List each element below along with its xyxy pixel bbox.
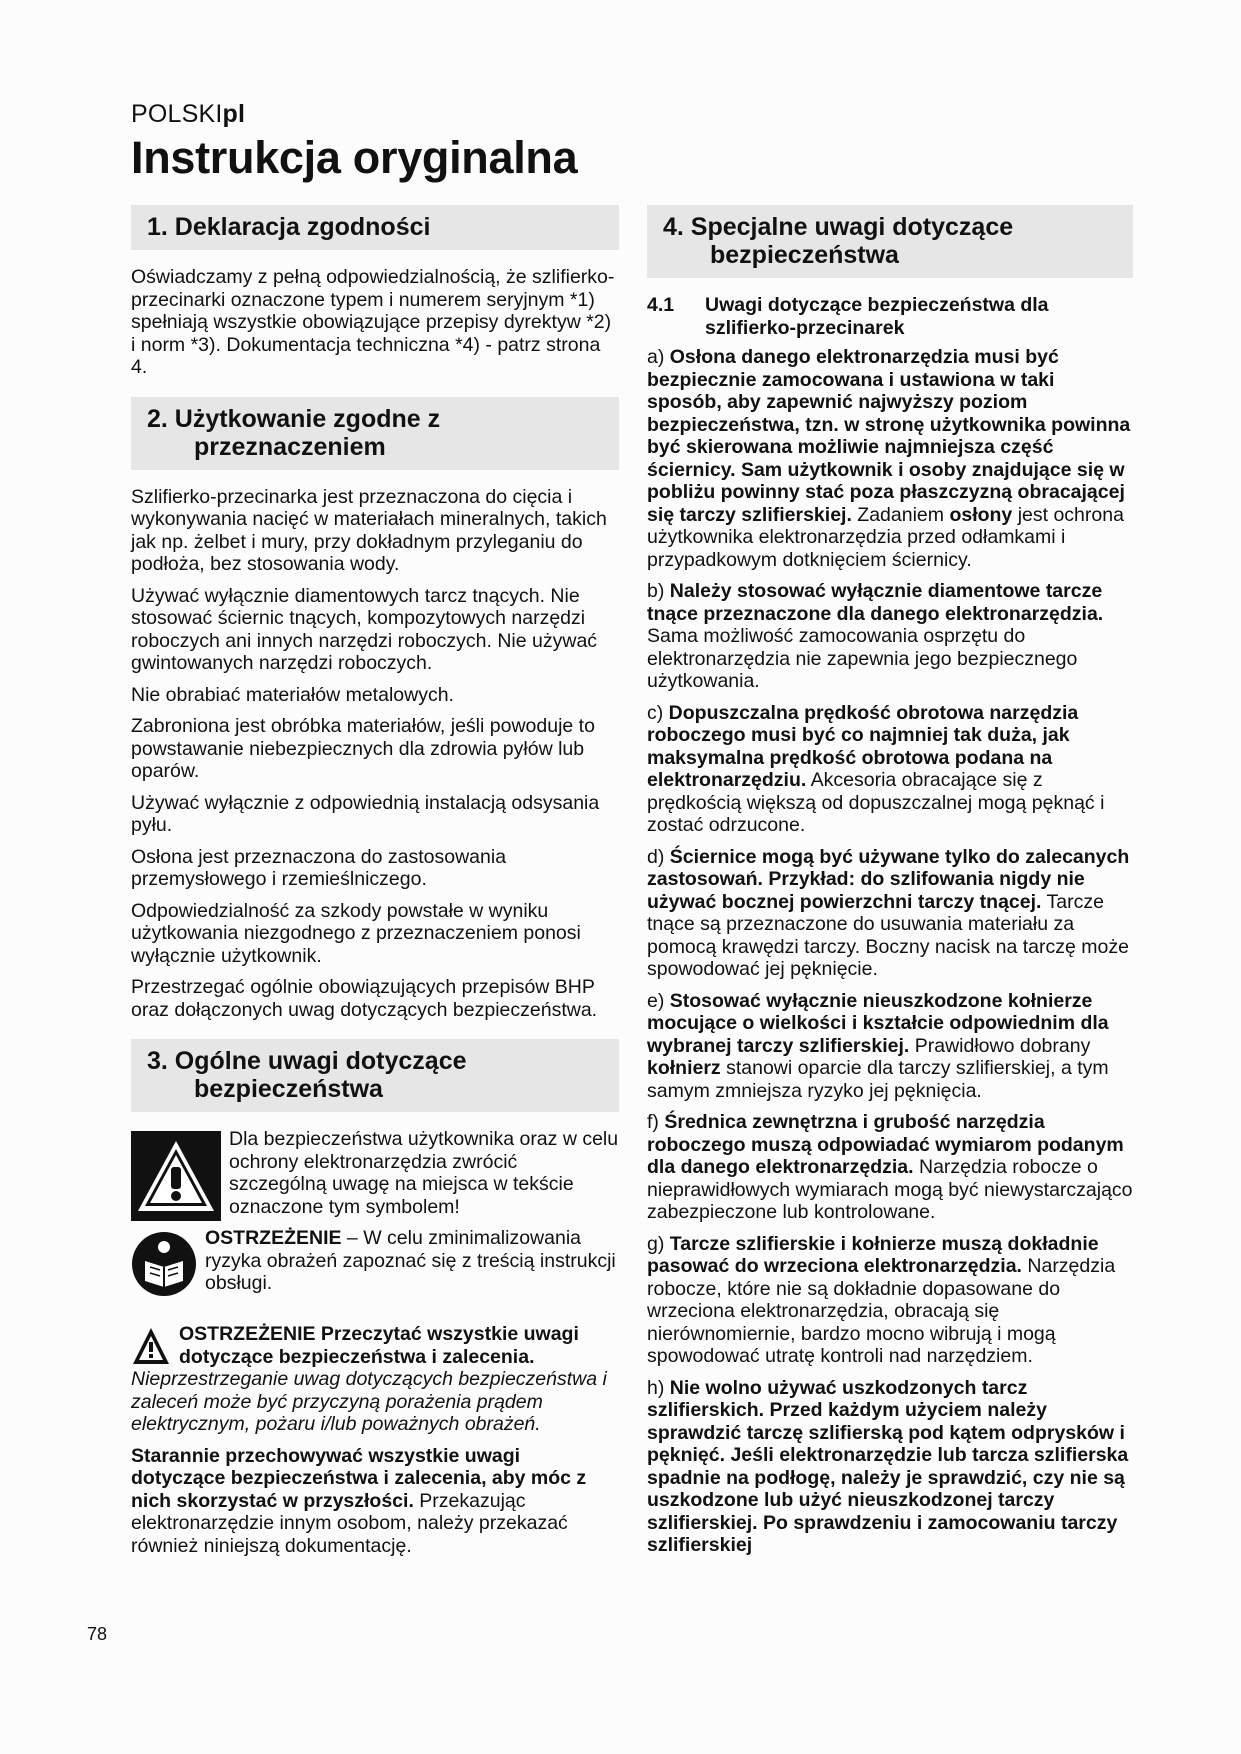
- item-bold: Należy stosować wyłącznie diamentowe tarcze tnące przeznaczone dla danego elektronarzędzia.: [647, 580, 1104, 625]
- section-2-heading-line2: przeznaczeniem: [194, 432, 386, 461]
- item-bold: Stosować wyłącznie nieuszkodzone kołnierze mocujące o wielkości i kształcie odpowiednim dla wybranej tarczy szlifierskiej.: [647, 989, 1109, 1057]
- read-manual-icon: [131, 1231, 197, 1297]
- item-text-2: stanowi oparcie dla tarczy szlifierskiej, a tym samym zmniejsza ryzyko jej pęknięcia.: [647, 1057, 1109, 1102]
- read-manual-rest: – W celu zminimalizowania ryzyka obrażeń zapoznać się z treścią instrukcji obsługi.: [205, 1227, 616, 1294]
- section-2-paragraph: Zabroniona jest obróbka materiałów, jeśli powoduje to powstawanie niebezpiecznych dla zdrowia pyłów lub oparów.: [131, 715, 595, 782]
- item-text: Zadaniem: [851, 503, 950, 526]
- subsection-number: 4.1: [647, 294, 675, 316]
- item-prefix: c): [647, 701, 669, 724]
- item-text: Sama możliwość zamocowania osprzętu do elektronarzędzia nie zapewnia jego bezpiecznego użytkowania.: [647, 625, 1078, 692]
- item-text: Narzędzia robocze o nieprawidłowych wymiarach mogą być niewystarczająco zabezpieczone lub kontrolowane.: [647, 1156, 1133, 1223]
- section-3-heading: [131, 1039, 619, 1112]
- section-2-paragraph: Używać wyłącznie diamentowych tarcz tnących. Nie stosować ściernic tnących, kompozytowych narzędzi roboczych ani innych narzędzi roboczych. Nie używać gwintowanych narzędzi roboczych.: [131, 584, 598, 674]
- general-warning: [131, 1323, 619, 1436]
- item-prefix: g): [647, 1232, 670, 1255]
- safety-item-f: [647, 1111, 1133, 1224]
- safety-item-d: [647, 846, 1133, 981]
- section-3-heading-line2: bezpieczeństwa: [194, 1075, 383, 1103]
- language-code: pl: [222, 100, 246, 128]
- safety-item-c: [647, 702, 1133, 837]
- item-text: Tarcze tnące są przeznaczone do usuwania materiału za pomocą krawędzi tarczy. Boczny nacisk na tarczę może spowodować jej pęknięcie.: [647, 890, 1129, 980]
- item-text: Narzędzia robocze, które nie są dokładnie dopasowane do wrzeciona elektronarzędzia, obracają się nierównomiernie, bardzo mocno wibrują i mogą spowodować utratę kontroli nad narzędziem.: [647, 1255, 1116, 1367]
- item-text: Prawidłowo dobrany: [909, 1034, 1091, 1057]
- section-1-heading: 1. Deklaracja zgodności: [131, 205, 619, 250]
- left-column: [131, 205, 619, 1566]
- warning-triangle-icon: [131, 1131, 221, 1221]
- page-number: 78: [87, 1624, 108, 1644]
- section-2-paragraph: Przestrzegać ogólnie obowiązujących przepisów BHP oraz dołączonych uwag dotyczących bezpieczeństwa.: [131, 976, 598, 1021]
- item-prefix: d): [647, 845, 670, 868]
- safety-item-e: [647, 990, 1133, 1103]
- item-prefix: b): [647, 580, 670, 602]
- item-prefix: f): [647, 1111, 665, 1133]
- document-title: Instrukcja oryginalna: [131, 132, 578, 183]
- safety-item-b: [647, 580, 1133, 693]
- item-prefix: h): [647, 1376, 670, 1399]
- item-prefix: a): [647, 346, 670, 368]
- general-warning-italic: Nieprzestrzeganie uwag dotyczących bezpieczeństwa i zaleceń może być przyczyną porażenia prądem elektrycznym, pożaru i/lub poważnych obrażeń.: [131, 1368, 607, 1435]
- section-2-paragraph: Nie obrabiać materiałów metalowych.: [131, 683, 454, 706]
- item-text: Akcesoria obracające się z prędkością większą od dopuszczalnej mogą pęknąć i zostać odrzucone.: [647, 769, 1105, 836]
- section-2-heading: [131, 397, 619, 470]
- language-name: POLSKI: [131, 100, 223, 128]
- keep-instructions-bold: Starannie przechowywać wszystkie uwagi dotyczące bezpieczeństwa i zalecenia, aby móc z nich skorzystać w przyszłości.: [131, 1444, 587, 1512]
- safety-item-a: [647, 346, 1133, 571]
- section-4-heading-line1: 4. Specjalne uwagi dotyczące: [663, 213, 1014, 241]
- general-warning-bold: OSTRZEŻENIE Przeczytać wszystkie uwagi dotyczące bezpieczeństwa i zalecenia.: [179, 1323, 579, 1368]
- subsection-4-1: [647, 294, 1133, 339]
- item-bold: Dopuszczalna prędkość obrotowa narzędzia roboczego musi być co najmniej tak duża, jak maksymalna prędkość obrotowa podana na elektronarzędziu.: [647, 701, 1079, 791]
- item-bold: Osłona danego elektronarzędzia musi być bezpiecznie zamocowana i ustawiona w taki sposób, aby zapewnić najwyższy poziom bezpieczeństwa, tzn. w stronę użytkownika powinna być skierowana możliwie najmniejsza część ściernicy. Sam użytkownik i osoby znajdujące się w pobliżu powinny stać poza płaszczyzną obracającej się tarczy szlifierskiej.: [647, 346, 1131, 526]
- item-prefix: e): [647, 989, 670, 1012]
- read-manual-bold: OSTRZEŻENIE: [205, 1227, 342, 1249]
- safety-item-h: [647, 1377, 1133, 1557]
- read-manual-row: [131, 1227, 619, 1297]
- warning-symbol-text: Dla bezpieczeństwa użytkownika oraz w celu ochrony elektronarzędzia zwrócić szczególną uwagę na miejsca w tekście oznaczone tym symbolem!: [229, 1128, 619, 1218]
- item-bold: Ściernice mogą być używane tylko do zalecanych zastosowań. Przykład: do szlifowania nigdy nie używać bocznej powierzchni tarczy tnącej.: [647, 845, 1130, 913]
- section-3-heading-line1: 3. Ogólne uwagi dotyczące: [147, 1047, 467, 1075]
- item-text-2: jest ochrona użytkownika elektronarzędzia przed odłamkami i przypadkowym dotknięciem ściernicy.: [647, 503, 1124, 571]
- warning-small-icon: [131, 1326, 171, 1366]
- section-2-paragraph: Odpowiedzialność za szkody powstałe w wyniku użytkowania niezgodnego z przeznaczeniem ponosi wyłącznie użytkownik.: [131, 899, 581, 967]
- language-label: [131, 100, 245, 129]
- section-4-heading-line2: bezpieczeństwa: [710, 241, 899, 269]
- section-1-text: Oświadczamy z pełną odpowiedzialnością, że szlifierko-przecinarki oznaczone typem i numerem seryjnym *1) spełniają wszystkie obowiązujące przepisy dyrektyw *2) i norm *3). Dokumentacja techniczna *4) - patrz strona 4.: [131, 266, 615, 378]
- section-2-paragraph: Szlifierko-przecinarka jest przeznaczona do cięcia i wykonywania nacięć w materiałach mineralnych, takich jak np. żelbet i mury, przy dokładnym przyleganiu do podłoża, bez stosowania wody.: [131, 485, 607, 575]
- keep-instructions-text: Przekazując elektronarzędzie innym osobom, należy przekazać również niniejszą dokumentację.: [131, 1489, 568, 1557]
- item-bold: Średnica zewnętrzna i grubość narzędzia roboczego muszą odpowiadać wymiarom podanym dla danego elektronarzędzia.: [647, 1111, 1124, 1178]
- section-2-paragraph: Używać wyłącznie z odpowiednią instalacją odsysania pyłu.: [131, 791, 600, 836]
- safety-item-g: [647, 1233, 1133, 1368]
- item-bold-2: kołnierz: [647, 1057, 721, 1079]
- item-bold-2: osłony: [949, 503, 1013, 526]
- read-manual-text: [205, 1227, 619, 1295]
- section-2-heading-line1: 2. Użytkowanie zgodne z: [147, 404, 441, 433]
- warning-symbol-row: [131, 1128, 619, 1221]
- right-column: [647, 205, 1133, 1566]
- section-2-paragraph: Osłona jest przeznaczona do zastosowania przemysłowego i rzemieślniczego.: [131, 845, 507, 890]
- item-bold: Nie wolno używać uszkodzonych tarcz szlifierskich. Przed każdym użyciem należy sprawdzić tarczę szlifierską pod kątem odprysków i pęknięć. Jeśli elektronarzędzie lub tarcza szlifierska spadnie na podłogę, należy je sprawdzić, czy nie są uszkodzone lub użyć nieuszkodzonej tarczy szlifierskiej. Po sprawdzeniu i zamocowaniu tarczy szlifierskiej: [647, 1376, 1129, 1556]
- keep-instructions: [131, 1445, 619, 1558]
- item-bold: Tarcze szlifierskie i kołnierze muszą dokładnie pasować do wrzeciona elektronarzędzia.: [647, 1232, 1099, 1277]
- subsection-title: Uwagi dotyczące bezpieczeństwa dla szlifierko-przecinarek: [705, 294, 1049, 339]
- section-4-heading: [647, 205, 1133, 278]
